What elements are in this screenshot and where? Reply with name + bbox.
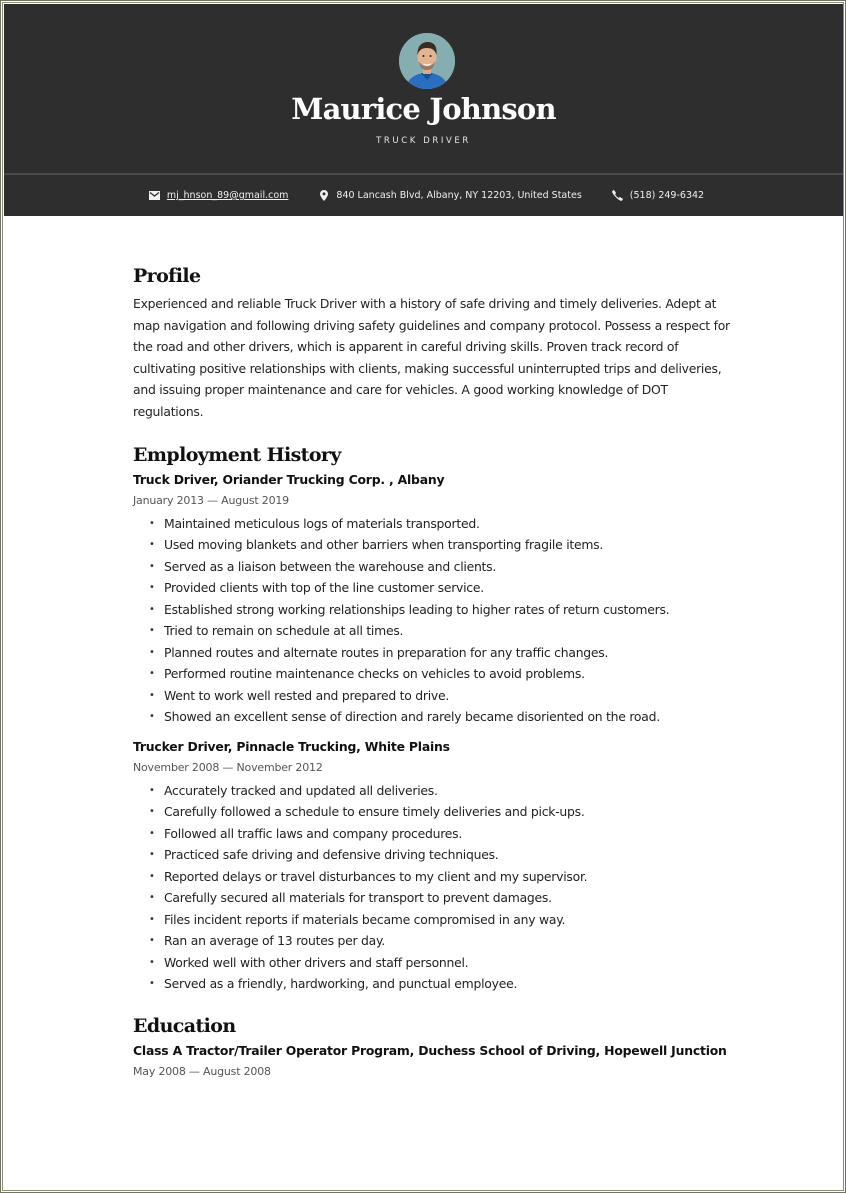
envelope-icon (149, 190, 161, 202)
employment-section (133, 440, 733, 995)
profile-section (133, 261, 733, 423)
employment-heading: Employment History (133, 443, 341, 466)
email-link[interactable]: mj_hnson_89@gmail.com (166, 190, 289, 201)
profile-heading: Profile (133, 265, 201, 287)
education-section (133, 1011, 733, 1083)
education-title: Class A Tractor/Trailer Operator Program, Duchess School of Driving, Hopewell Junction (133, 1042, 727, 1058)
list-item: • Used moving blankets and other barriers when transporting fragile items. (133, 534, 733, 556)
job-title-heading: Truck Driver, Oriander Trucking Corp. , Albany (133, 471, 445, 487)
job-date-range: November 2008 — November 2012 (133, 760, 323, 774)
resume-page (2, 2, 844, 1191)
list-item: • Showed an excellent sense of direction and rarely became disoriented on the road. (133, 706, 733, 728)
list-item: • Planned routes and alternate routes in preparation for any traffic changes. (133, 642, 733, 664)
list-item: • Tried to remain on schedule at all times. (133, 620, 733, 642)
list-item: • Served as a liaison between the warehouse and clients. (133, 556, 733, 578)
list-item: • Carefully secured all materials for transport to prevent damages. (133, 887, 733, 909)
list-item: • Worked well with other drivers and staff personnel. (133, 952, 733, 974)
job-title-heading: Trucker Driver, Pinnacle Trucking, White Plains (133, 738, 450, 754)
list-item: • Ran an average of 13 routes per day. (133, 930, 733, 952)
contact-email (149, 190, 289, 202)
list-item: • Performed routine maintenance checks on vehicles to avoid problems. (133, 663, 733, 685)
list-item: • Provided clients with top of the line customer service. (133, 577, 733, 599)
job-entry (133, 737, 733, 995)
contact-address (318, 190, 581, 202)
education-heading: Education (133, 1014, 236, 1037)
job-title: TRUCK DRIVER (376, 136, 471, 146)
candidate-name: Maurice Johnson (291, 92, 556, 126)
map-pin-icon (318, 190, 330, 202)
list-item: • Served as a friendly, hardworking, and punctual employee. (133, 973, 733, 995)
list-item: • Followed all traffic laws and company procedures. (133, 823, 733, 845)
job-bullets (133, 780, 733, 995)
education-entry (133, 1041, 733, 1083)
contact-phone (612, 190, 704, 202)
list-item: • Accurately tracked and updated all deliveries. (133, 780, 733, 802)
education-date-range: May 2008 — August 2008 (133, 1064, 271, 1078)
avatar (399, 33, 455, 89)
resume-header (4, 4, 843, 216)
phone-icon (612, 190, 624, 202)
list-item: • Established strong working relationships leading to higher rates of return customers. (133, 599, 733, 621)
contact-bar (4, 175, 843, 216)
avatar-photo-icon (399, 33, 455, 89)
resume-body (133, 261, 733, 1083)
list-item: • Reported delays or travel disturbances to my client and my supervisor. (133, 866, 733, 888)
address-text: 840 Lancash Blvd, Albany, NY 12203, United States (336, 190, 582, 201)
list-item: • Practiced safe driving and defensive driving techniques. (133, 844, 733, 866)
job-entry (133, 470, 733, 728)
job-date-range: January 2013 — August 2019 (133, 493, 289, 507)
list-item: • Files incident reports if materials became compromised in any way. (133, 909, 733, 931)
list-item: • Maintained meticulous logs of materials transported. (133, 513, 733, 535)
list-item: • Carefully followed a schedule to ensure timely deliveries and pick-ups. (133, 801, 733, 823)
phone-text: (518) 249-6342 (629, 190, 705, 201)
list-item: • Went to work well rested and prepared to drive. (133, 685, 733, 707)
job-bullets (133, 513, 733, 728)
profile-summary: Experienced and reliable Truck Driver with a history of safe driving and timely deliveries. Adept at map navigation and following driving safety guidelines and company protocol. Possess a respect for the road and other drivers, which is apparent in careful driving skills. Proven track record of cultivating positive relationships with clients, making successful uninterrupted trips and deliveries, and issuing proper maintenance and care for vehicles. A good working knowledge of DOT regulations. (133, 296, 730, 419)
